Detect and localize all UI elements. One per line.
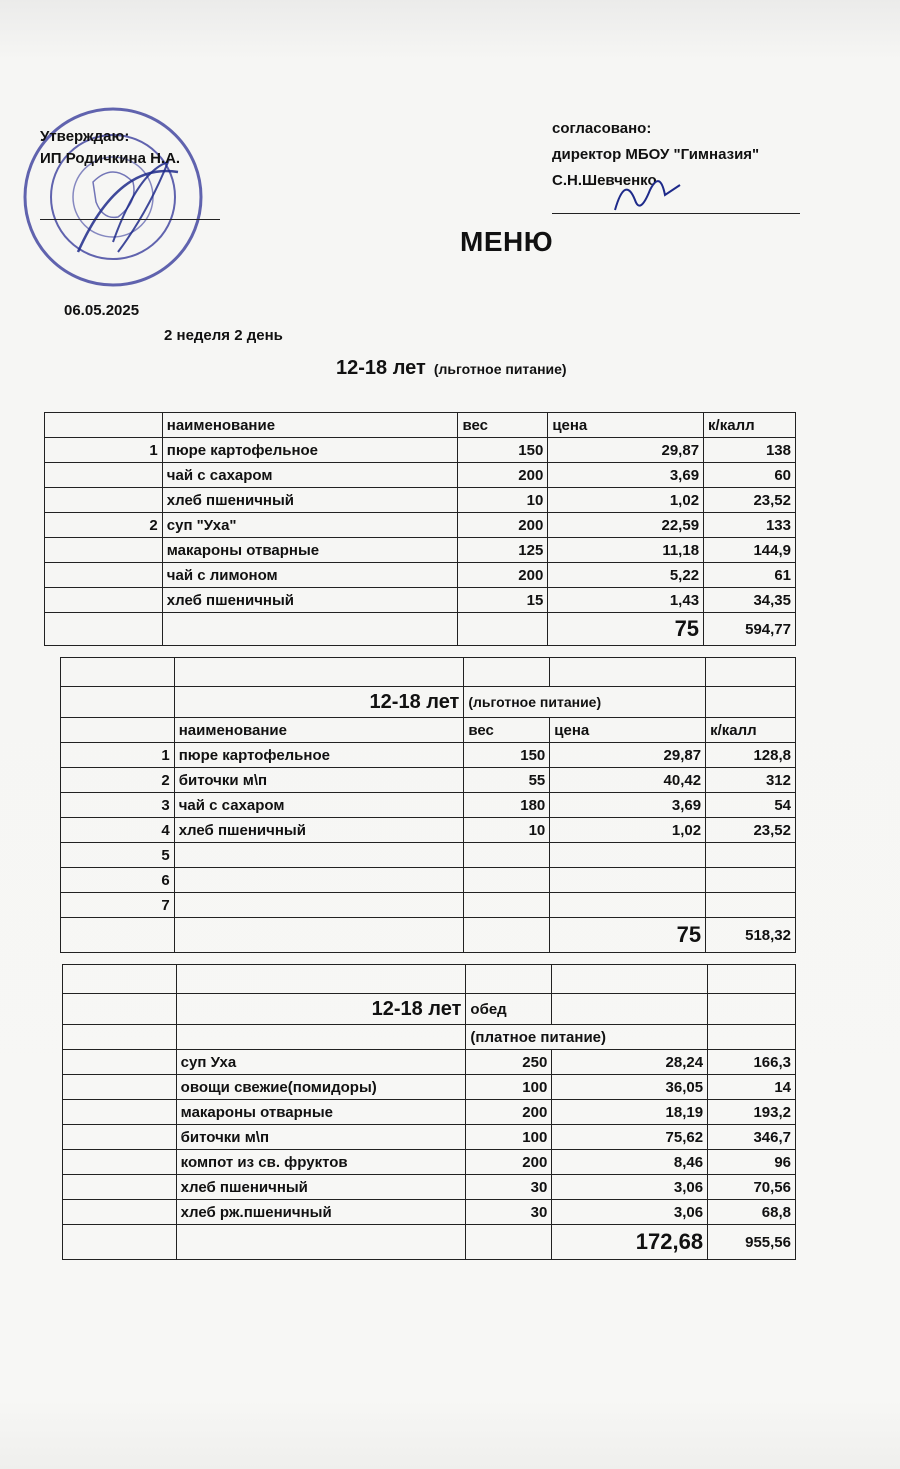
item-price: 3,06 bbox=[552, 1200, 708, 1225]
item-name: чай с сахаром bbox=[162, 463, 458, 488]
item-weight: 200 bbox=[466, 1150, 552, 1175]
item-name: макароны отварные bbox=[162, 538, 458, 563]
table-row bbox=[63, 1100, 796, 1125]
item-weight: 200 bbox=[458, 513, 548, 538]
item-weight: 200 bbox=[458, 463, 548, 488]
col-header-kcal: к/калл bbox=[706, 718, 796, 743]
row-number bbox=[45, 488, 163, 513]
item-kcal: 54 bbox=[706, 793, 796, 818]
col-header-price: цена bbox=[548, 413, 704, 438]
section1-age: 12-18 лет bbox=[336, 357, 426, 379]
row-number: 2 bbox=[61, 768, 175, 793]
table-row bbox=[61, 768, 796, 793]
row-number bbox=[63, 1150, 177, 1175]
item-price bbox=[550, 843, 706, 868]
item-weight: 200 bbox=[466, 1100, 552, 1125]
row-number bbox=[63, 1125, 177, 1150]
item-kcal bbox=[706, 843, 796, 868]
section3-type: (платное питание) bbox=[466, 1025, 708, 1050]
item-kcal: 23,52 bbox=[704, 488, 796, 513]
item-price: 8,46 bbox=[552, 1150, 708, 1175]
item-name: суп Уха bbox=[176, 1050, 466, 1075]
table-row bbox=[45, 463, 796, 488]
item-weight: 10 bbox=[458, 488, 548, 513]
row-number: 2 bbox=[45, 513, 163, 538]
item-kcal bbox=[706, 868, 796, 893]
menu-table-1 bbox=[44, 412, 796, 646]
item-kcal: 133 bbox=[704, 513, 796, 538]
row-number bbox=[45, 563, 163, 588]
table-row bbox=[63, 1125, 796, 1150]
item-price: 18,19 bbox=[552, 1100, 708, 1125]
item-weight: 30 bbox=[466, 1200, 552, 1225]
section1-type: (льготное питание) bbox=[433, 361, 567, 377]
table-row bbox=[63, 1150, 796, 1175]
item-weight: 15 bbox=[458, 588, 548, 613]
approval-left-title: Утверждаю: bbox=[40, 128, 130, 145]
item-name: компот из св. фруктов bbox=[176, 1150, 466, 1175]
section1-heading bbox=[336, 357, 567, 380]
total-row bbox=[45, 613, 796, 646]
row-number: 6 bbox=[61, 868, 175, 893]
item-kcal: 68,8 bbox=[708, 1200, 796, 1225]
week-day: 2 неделя 2 день bbox=[164, 327, 283, 344]
item-kcal: 70,56 bbox=[708, 1175, 796, 1200]
table-row bbox=[45, 588, 796, 613]
item-weight: 150 bbox=[464, 743, 550, 768]
total-price: 172,68 bbox=[552, 1225, 708, 1260]
signature-line-left bbox=[40, 219, 220, 220]
table-row bbox=[63, 1200, 796, 1225]
item-kcal: 346,7 bbox=[708, 1125, 796, 1150]
table-row bbox=[61, 868, 796, 893]
total-kcal: 594,77 bbox=[704, 613, 796, 646]
item-weight: 100 bbox=[466, 1125, 552, 1150]
item-price: 1,43 bbox=[548, 588, 704, 613]
section3-heading-row bbox=[63, 994, 796, 1025]
row-number bbox=[63, 1075, 177, 1100]
table-header-row bbox=[61, 718, 796, 743]
table-row bbox=[63, 1175, 796, 1200]
table-3-body bbox=[63, 1050, 796, 1225]
item-price bbox=[550, 868, 706, 893]
row-number: 1 bbox=[61, 743, 175, 768]
item-kcal: 128,8 bbox=[706, 743, 796, 768]
item-kcal: 193,2 bbox=[708, 1100, 796, 1125]
col-header-kcal: к/калл bbox=[704, 413, 796, 438]
table-row bbox=[45, 513, 796, 538]
approval-left-name: ИП Родичкина Н.А. bbox=[40, 150, 181, 167]
total-price: 75 bbox=[550, 918, 706, 953]
section3-age: 12-18 лет bbox=[176, 994, 466, 1025]
item-kcal: 61 bbox=[704, 563, 796, 588]
table-1-body bbox=[45, 438, 796, 613]
item-price: 5,22 bbox=[548, 563, 704, 588]
row-number bbox=[45, 463, 163, 488]
row-number bbox=[63, 1100, 177, 1125]
item-weight: 150 bbox=[458, 438, 548, 463]
item-weight bbox=[464, 893, 550, 918]
item-weight: 10 bbox=[464, 818, 550, 843]
item-weight: 30 bbox=[466, 1175, 552, 1200]
item-name: пюре картофельное bbox=[162, 438, 458, 463]
row-number bbox=[63, 1175, 177, 1200]
item-name: чай с сахаром bbox=[174, 793, 464, 818]
menu-table-3 bbox=[62, 964, 796, 1260]
page-title: МЕНЮ bbox=[460, 226, 554, 257]
table-row bbox=[61, 893, 796, 918]
section3-meal: обед bbox=[466, 994, 552, 1025]
table-2-body bbox=[61, 743, 796, 918]
col-header-name: наименование bbox=[174, 718, 464, 743]
item-name: хлеб пшеничный bbox=[174, 818, 464, 843]
item-kcal: 34,35 bbox=[704, 588, 796, 613]
col-header-weight: вес bbox=[464, 718, 550, 743]
item-price bbox=[550, 893, 706, 918]
total-row bbox=[61, 918, 796, 953]
col-header-price: цена bbox=[550, 718, 706, 743]
item-weight: 100 bbox=[466, 1075, 552, 1100]
approval-left bbox=[40, 126, 180, 170]
table-row bbox=[61, 743, 796, 768]
row-number: 7 bbox=[61, 893, 175, 918]
item-kcal bbox=[706, 893, 796, 918]
item-name bbox=[174, 843, 464, 868]
total-kcal: 955,56 bbox=[708, 1225, 796, 1260]
approval-right-position: директор МБОУ "Гимназия" bbox=[552, 146, 760, 163]
item-kcal: 138 bbox=[704, 438, 796, 463]
item-price: 3,06 bbox=[552, 1175, 708, 1200]
item-price: 11,18 bbox=[548, 538, 704, 563]
item-weight bbox=[464, 843, 550, 868]
section2-type: (льготное питание) bbox=[464, 687, 706, 718]
item-weight: 125 bbox=[458, 538, 548, 563]
item-price: 29,87 bbox=[550, 743, 706, 768]
approval-right-title: согласовано: bbox=[552, 120, 652, 137]
row-number: 4 bbox=[61, 818, 175, 843]
col-header-weight: вес bbox=[458, 413, 548, 438]
item-kcal: 96 bbox=[708, 1150, 796, 1175]
item-name: биточки м\п bbox=[176, 1125, 466, 1150]
item-weight bbox=[464, 868, 550, 893]
item-kcal: 60 bbox=[704, 463, 796, 488]
item-price: 1,02 bbox=[550, 818, 706, 843]
item-price: 3,69 bbox=[550, 793, 706, 818]
item-price: 75,62 bbox=[552, 1125, 708, 1150]
item-price: 22,59 bbox=[548, 513, 704, 538]
item-name bbox=[174, 893, 464, 918]
row-number bbox=[63, 1200, 177, 1225]
row-number: 5 bbox=[61, 843, 175, 868]
row-number bbox=[45, 538, 163, 563]
item-name: хлеб рж.пшеничный bbox=[176, 1200, 466, 1225]
row-number: 1 bbox=[45, 438, 163, 463]
item-name: хлеб пшеничный bbox=[162, 588, 458, 613]
item-kcal: 166,3 bbox=[708, 1050, 796, 1075]
item-name: чай с лимоном bbox=[162, 563, 458, 588]
total-kcal: 518,32 bbox=[706, 918, 796, 953]
row-number bbox=[45, 588, 163, 613]
item-weight: 55 bbox=[464, 768, 550, 793]
total-row bbox=[63, 1225, 796, 1260]
section3-type-row bbox=[63, 1025, 796, 1050]
item-name: хлеб пшеничный bbox=[162, 488, 458, 513]
table-row bbox=[45, 538, 796, 563]
item-weight: 200 bbox=[458, 563, 548, 588]
col-header-name: наименование bbox=[162, 413, 458, 438]
item-kcal: 14 bbox=[708, 1075, 796, 1100]
row-number bbox=[63, 1050, 177, 1075]
item-price: 36,05 bbox=[552, 1075, 708, 1100]
item-weight: 180 bbox=[464, 793, 550, 818]
item-name: макароны отварные bbox=[176, 1100, 466, 1125]
section2-heading-row bbox=[61, 687, 796, 718]
total-price: 75 bbox=[548, 613, 704, 646]
item-kcal: 312 bbox=[706, 768, 796, 793]
table-row bbox=[45, 563, 796, 588]
item-name: пюре картофельное bbox=[174, 743, 464, 768]
item-price: 1,02 bbox=[548, 488, 704, 513]
item-name: биточки м\п bbox=[174, 768, 464, 793]
item-name bbox=[174, 868, 464, 893]
table-row bbox=[61, 843, 796, 868]
item-kcal: 144,9 bbox=[704, 538, 796, 563]
item-name: овощи свежие(помидоры) bbox=[176, 1075, 466, 1100]
menu-table-2 bbox=[60, 657, 796, 953]
item-weight: 250 bbox=[466, 1050, 552, 1075]
section2-age: 12-18 лет bbox=[174, 687, 464, 718]
row-number: 3 bbox=[61, 793, 175, 818]
menu-date: 06.05.2025 bbox=[64, 302, 140, 319]
table-row bbox=[45, 488, 796, 513]
item-price: 28,24 bbox=[552, 1050, 708, 1075]
item-price: 3,69 bbox=[548, 463, 704, 488]
item-price: 29,87 bbox=[548, 438, 704, 463]
table-row bbox=[63, 1075, 796, 1100]
approval-right-name: С.Н.Шевченко bbox=[552, 172, 657, 189]
table-header-row bbox=[45, 413, 796, 438]
item-price: 40,42 bbox=[550, 768, 706, 793]
item-kcal: 23,52 bbox=[706, 818, 796, 843]
table-row bbox=[61, 793, 796, 818]
table-row bbox=[63, 1050, 796, 1075]
table-row bbox=[45, 438, 796, 463]
table-row bbox=[61, 818, 796, 843]
item-name: хлеб пшеничный bbox=[176, 1175, 466, 1200]
item-name: суп "Уха" bbox=[162, 513, 458, 538]
signature-line-right bbox=[552, 213, 800, 214]
